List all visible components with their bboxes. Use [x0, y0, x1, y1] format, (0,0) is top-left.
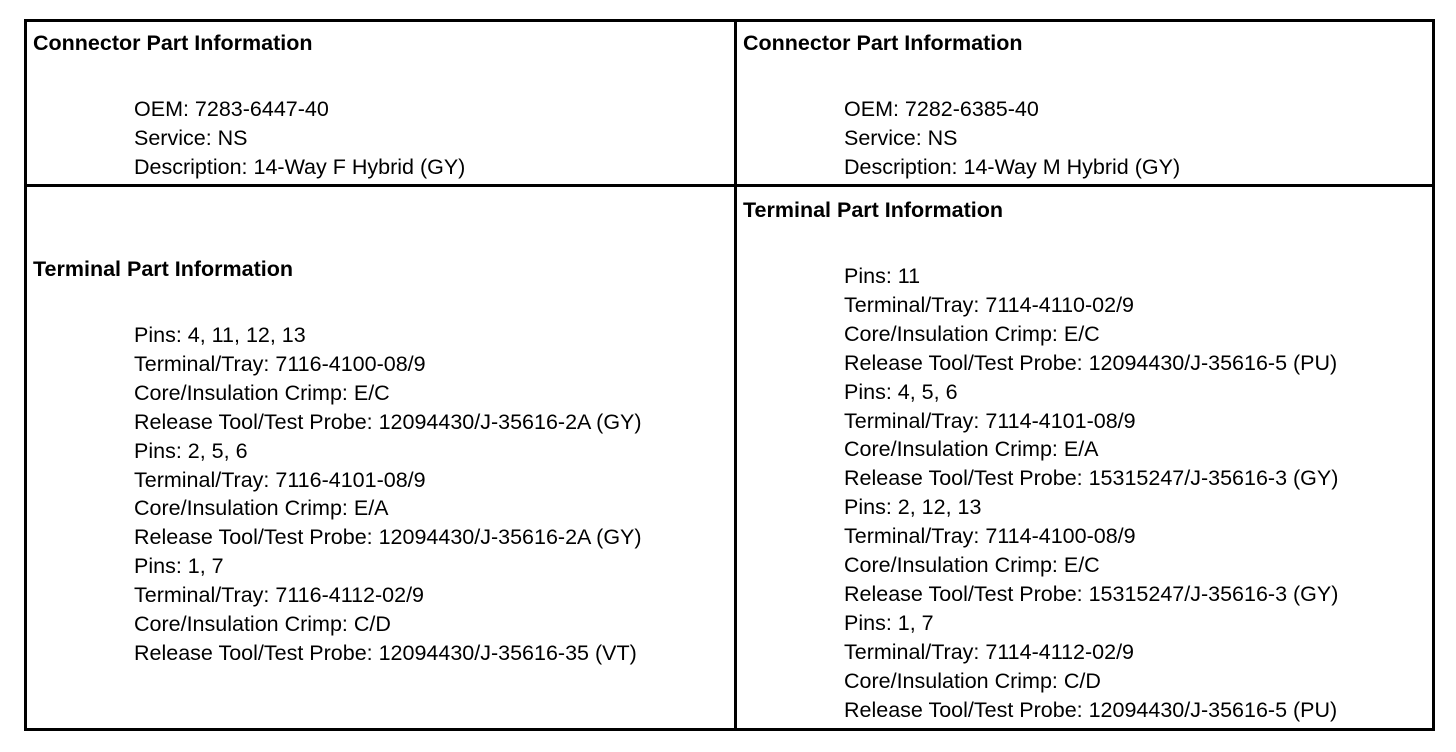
right-connector-service: Service: NS	[844, 125, 958, 150]
left-connector-heading: Connector Part Information	[33, 31, 313, 55]
right-terminal-line: Terminal/Tray: 7114-4110-02/9	[844, 292, 1134, 317]
left-connector-details	[134, 95, 733, 182]
right-terminal-line: Core/Insulation Crimp: E/A	[844, 437, 1099, 462]
column-divider	[734, 22, 737, 728]
right-terminal-line: Terminal/Tray: 7114-4112-02/9	[844, 639, 1134, 664]
left-terminal-line: Terminal/Tray: 7116-4112-02/9	[134, 583, 424, 608]
right-terminal-line: Core/Insulation Crimp: E/C	[844, 321, 1100, 346]
left-connector-cell	[33, 28, 733, 182]
left-connector-service: Service: NS	[134, 125, 248, 150]
right-connector-cell	[743, 28, 1431, 182]
left-terminal-line: Core/Insulation Crimp: C/D	[134, 612, 391, 637]
left-terminal-line: Release Tool/Test Probe: 12094430/J-35616-35 (VT)	[134, 640, 637, 665]
connector-info-table	[24, 19, 1435, 731]
right-terminal-line: Pins: 4, 5, 6	[844, 379, 958, 404]
right-terminal-line: Pins: 1, 7	[844, 610, 934, 635]
left-terminal-details	[134, 321, 733, 668]
row-divider	[27, 184, 1432, 187]
left-connector-description: Description: 14-Way F Hybrid (GY)	[134, 154, 466, 179]
right-connector-details	[844, 95, 1431, 182]
right-terminal-details	[844, 262, 1431, 725]
right-terminal-line: Core/Insulation Crimp: C/D	[844, 668, 1101, 693]
left-terminal-heading: Terminal Part Information	[33, 257, 294, 281]
left-terminal-cell	[33, 254, 733, 668]
right-terminal-cell	[743, 195, 1431, 725]
left-terminal-line: Core/Insulation Crimp: E/A	[134, 496, 389, 521]
right-terminal-line: Release Tool/Test Probe: 15315247/J-35616-3 (GY)	[844, 581, 1339, 606]
right-terminal-line: Release Tool/Test Probe: 12094430/J-35616-5 (PU)	[844, 697, 1338, 722]
left-terminal-line: Terminal/Tray: 7116-4100-08/9	[134, 351, 426, 376]
left-terminal-line: Terminal/Tray: 7116-4101-08/9	[134, 467, 426, 492]
right-terminal-line: Pins: 2, 12, 13	[844, 495, 982, 520]
right-connector-description: Description: 14-Way M Hybrid (GY)	[844, 154, 1181, 179]
right-terminal-line: Terminal/Tray: 7114-4100-08/9	[844, 524, 1136, 549]
right-connector-heading: Connector Part Information	[743, 31, 1023, 55]
left-terminal-line: Pins: 2, 5, 6	[134, 438, 248, 463]
right-connector-oem: OEM: 7282-6385-40	[844, 97, 1039, 121]
right-terminal-line: Pins: 11	[844, 264, 921, 288]
right-terminal-line: Release Tool/Test Probe: 12094430/J-35616-5 (PU)	[844, 350, 1338, 375]
right-terminal-heading: Terminal Part Information	[743, 198, 1004, 222]
left-terminal-line: Pins: 1, 7	[134, 554, 224, 579]
left-terminal-line: Release Tool/Test Probe: 12094430/J-35616-2A (GY)	[134, 525, 642, 550]
left-terminal-line: Pins: 4, 11, 12, 13	[134, 323, 306, 347]
left-connector-oem: OEM: 7283-6447-40	[134, 97, 329, 121]
left-terminal-line: Release Tool/Test Probe: 12094430/J-35616-2A (GY)	[134, 409, 642, 434]
right-terminal-line: Terminal/Tray: 7114-4101-08/9	[844, 408, 1136, 433]
right-terminal-line: Release Tool/Test Probe: 15315247/J-35616-3 (GY)	[844, 466, 1339, 491]
left-terminal-line: Core/Insulation Crimp: E/C	[134, 380, 390, 405]
right-terminal-line: Core/Insulation Crimp: E/C	[844, 553, 1100, 578]
